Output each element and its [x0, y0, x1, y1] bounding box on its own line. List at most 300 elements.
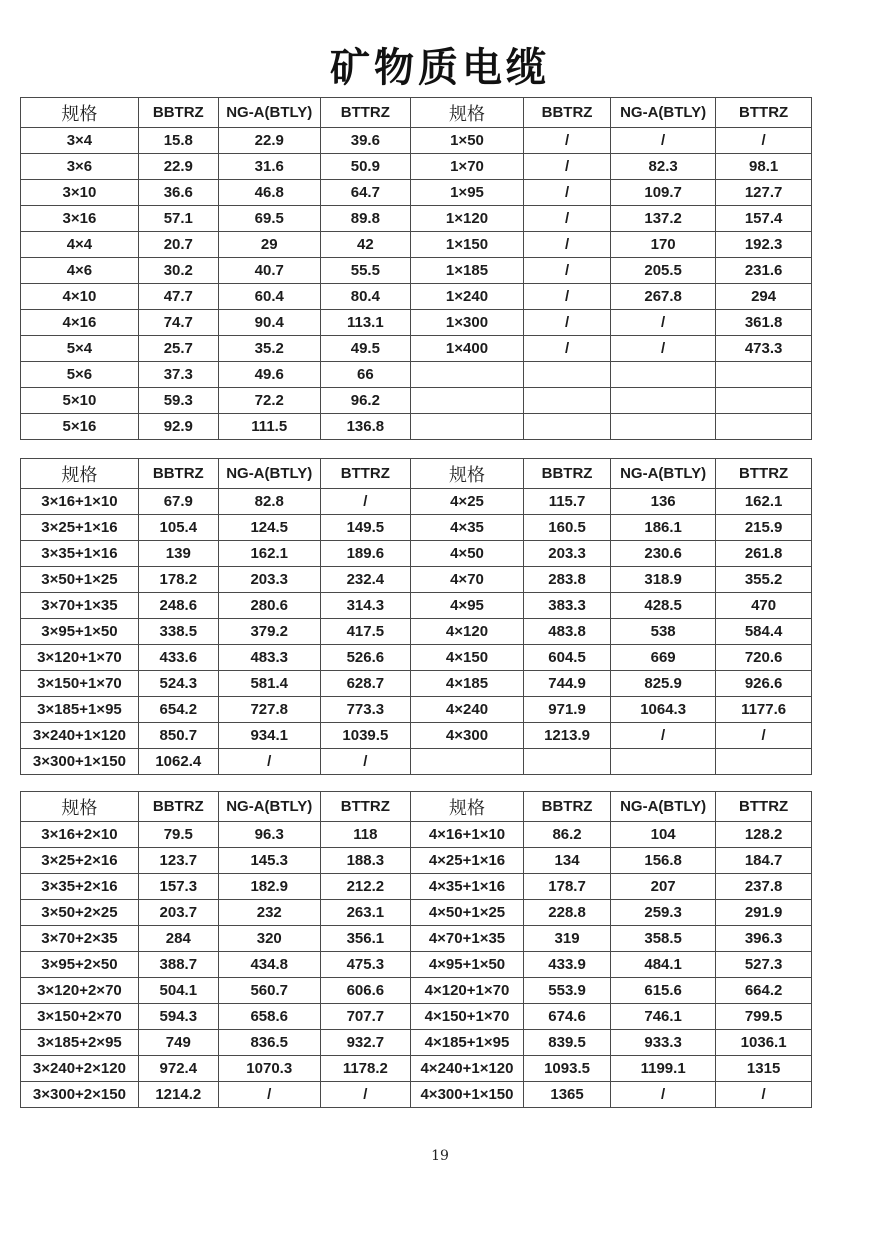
- value-cell: 162.1: [716, 489, 812, 515]
- spec-cell: 3×300+2×150: [21, 1082, 139, 1108]
- column-header: NG-A(BTLY): [218, 98, 320, 128]
- value-cell: 98.1: [716, 154, 812, 180]
- spec-cell: 4×50+1×25: [410, 900, 523, 926]
- value-cell: 237.8: [716, 874, 812, 900]
- column-header: NG-A(BTLY): [611, 459, 716, 489]
- value-cell: 654.2: [138, 697, 218, 723]
- value-cell: 228.8: [524, 900, 611, 926]
- value-cell: 1062.4: [138, 749, 218, 775]
- value-cell: /: [524, 180, 611, 206]
- spec-cell: 3×150+2×70: [21, 1004, 139, 1030]
- value-cell: 553.9: [524, 978, 611, 1004]
- column-header: 规格: [21, 792, 139, 822]
- column-header: BBTRZ: [524, 792, 611, 822]
- spec-cell: 4×185: [410, 671, 523, 697]
- value-cell: 707.7: [320, 1004, 410, 1030]
- value-cell: 36.6: [138, 180, 218, 206]
- spec-cell: 4×95+1×50: [410, 952, 523, 978]
- column-header: BTTRZ: [716, 98, 812, 128]
- column-header: BBTRZ: [138, 459, 218, 489]
- value-cell: 160.5: [524, 515, 611, 541]
- table-row: [21, 154, 812, 180]
- spec-cell: [410, 749, 523, 775]
- table-row: [21, 180, 812, 206]
- column-header: BBTRZ: [138, 98, 218, 128]
- value-cell: 136: [611, 489, 716, 515]
- value-cell: 113.1: [320, 310, 410, 336]
- table-row: [21, 848, 812, 874]
- spec-cell: 5×6: [21, 362, 139, 388]
- column-header: BTTRZ: [320, 459, 410, 489]
- spec-cell: 1×50: [410, 128, 523, 154]
- spec-cell: 3×240+2×120: [21, 1056, 139, 1082]
- table-row: [21, 645, 812, 671]
- value-cell: 182.9: [218, 874, 320, 900]
- value-cell: 584.4: [716, 619, 812, 645]
- value-cell: 1178.2: [320, 1056, 410, 1082]
- column-header: 规格: [410, 98, 523, 128]
- spec-cell: 3×35+1×16: [21, 541, 139, 567]
- value-cell: 1315: [716, 1056, 812, 1082]
- spec-cell: 3×10: [21, 180, 139, 206]
- value-cell: 836.5: [218, 1030, 320, 1056]
- value-cell: /: [524, 232, 611, 258]
- value-cell: 383.3: [524, 593, 611, 619]
- column-header: NG-A(BTLY): [218, 792, 320, 822]
- value-cell: 49.6: [218, 362, 320, 388]
- value-cell: 1214.2: [138, 1082, 218, 1108]
- value-cell: 184.7: [716, 848, 812, 874]
- page-number: 19: [431, 1148, 449, 1164]
- table-row: [21, 900, 812, 926]
- spec-cell: 5×4: [21, 336, 139, 362]
- value-cell: /: [524, 336, 611, 362]
- value-cell: [524, 388, 611, 414]
- value-cell: [716, 362, 812, 388]
- value-cell: 524.3: [138, 671, 218, 697]
- value-cell: 232.4: [320, 567, 410, 593]
- value-cell: 50.9: [320, 154, 410, 180]
- value-cell: 15.8: [138, 128, 218, 154]
- spec-cell: 3×35+2×16: [21, 874, 139, 900]
- value-cell: 283.8: [524, 567, 611, 593]
- column-header: BBTRZ: [138, 792, 218, 822]
- value-cell: /: [524, 258, 611, 284]
- value-cell: 527.3: [716, 952, 812, 978]
- value-cell: 1365: [524, 1082, 611, 1108]
- value-cell: 434.8: [218, 952, 320, 978]
- spec-cell: 3×300+1×150: [21, 749, 139, 775]
- value-cell: 933.3: [611, 1030, 716, 1056]
- table-row: [21, 671, 812, 697]
- value-cell: 314.3: [320, 593, 410, 619]
- value-cell: 67.9: [138, 489, 218, 515]
- value-cell: 40.7: [218, 258, 320, 284]
- value-cell: /: [218, 1082, 320, 1108]
- value-cell: 139: [138, 541, 218, 567]
- value-cell: 379.2: [218, 619, 320, 645]
- table-row: [21, 414, 812, 440]
- spec-cell: 1×120: [410, 206, 523, 232]
- value-cell: 128.2: [716, 822, 812, 848]
- value-cell: 504.1: [138, 978, 218, 1004]
- value-cell: 356.1: [320, 926, 410, 952]
- column-header: BTTRZ: [320, 98, 410, 128]
- value-cell: 1036.1: [716, 1030, 812, 1056]
- value-cell: 145.3: [218, 848, 320, 874]
- value-cell: 89.8: [320, 206, 410, 232]
- table-row: [21, 258, 812, 284]
- spec-cell: 4×120+1×70: [410, 978, 523, 1004]
- value-cell: 118: [320, 822, 410, 848]
- value-cell: 69.5: [218, 206, 320, 232]
- spec-cell: 4×25+1×16: [410, 848, 523, 874]
- value-cell: 46.8: [218, 180, 320, 206]
- value-cell: 388.7: [138, 952, 218, 978]
- table-row: [21, 388, 812, 414]
- value-cell: [716, 749, 812, 775]
- value-cell: 39.6: [320, 128, 410, 154]
- value-cell: 104: [611, 822, 716, 848]
- table-row: [21, 749, 812, 775]
- value-cell: 212.2: [320, 874, 410, 900]
- value-cell: 55.5: [320, 258, 410, 284]
- value-cell: 1213.9: [524, 723, 611, 749]
- value-cell: 483.3: [218, 645, 320, 671]
- value-cell: 744.9: [524, 671, 611, 697]
- value-cell: 86.2: [524, 822, 611, 848]
- column-header: 规格: [21, 459, 139, 489]
- value-cell: 338.5: [138, 619, 218, 645]
- value-cell: 178.7: [524, 874, 611, 900]
- value-cell: 207: [611, 874, 716, 900]
- value-cell: 971.9: [524, 697, 611, 723]
- value-cell: 47.7: [138, 284, 218, 310]
- value-cell: 189.6: [320, 541, 410, 567]
- value-cell: 92.9: [138, 414, 218, 440]
- value-cell: 124.5: [218, 515, 320, 541]
- spec-cell: 3×16: [21, 206, 139, 232]
- value-cell: 615.6: [611, 978, 716, 1004]
- spec-cell: 4×4: [21, 232, 139, 258]
- value-cell: 170: [611, 232, 716, 258]
- column-header: BTTRZ: [716, 459, 812, 489]
- value-cell: 417.5: [320, 619, 410, 645]
- spec-cell: 3×95+2×50: [21, 952, 139, 978]
- spec-cell: 4×150+1×70: [410, 1004, 523, 1030]
- value-cell: 319: [524, 926, 611, 952]
- value-cell: 746.1: [611, 1004, 716, 1030]
- value-cell: 74.7: [138, 310, 218, 336]
- column-header: NG-A(BTLY): [611, 98, 716, 128]
- cable-spec-table-2: [20, 458, 812, 775]
- value-cell: /: [524, 310, 611, 336]
- value-cell: [611, 749, 716, 775]
- value-cell: 1070.3: [218, 1056, 320, 1082]
- value-cell: 22.9: [218, 128, 320, 154]
- spec-cell: [410, 388, 523, 414]
- column-header: 规格: [410, 792, 523, 822]
- value-cell: 157.3: [138, 874, 218, 900]
- value-cell: 66: [320, 362, 410, 388]
- value-cell: 111.5: [218, 414, 320, 440]
- value-cell: [716, 388, 812, 414]
- value-cell: 470: [716, 593, 812, 619]
- value-cell: 1177.6: [716, 697, 812, 723]
- value-cell: /: [611, 1082, 716, 1108]
- value-cell: 284: [138, 926, 218, 952]
- value-cell: 358.5: [611, 926, 716, 952]
- table-row: [21, 926, 812, 952]
- value-cell: 320: [218, 926, 320, 952]
- column-header: 规格: [21, 98, 139, 128]
- table-row: [21, 978, 812, 1004]
- value-cell: 57.1: [138, 206, 218, 232]
- value-cell: 526.6: [320, 645, 410, 671]
- value-cell: 473.3: [716, 336, 812, 362]
- value-cell: /: [320, 749, 410, 775]
- value-cell: 136.8: [320, 414, 410, 440]
- value-cell: 484.1: [611, 952, 716, 978]
- value-cell: [716, 414, 812, 440]
- spec-cell: 4×300: [410, 723, 523, 749]
- spec-cell: 4×50: [410, 541, 523, 567]
- spec-cell: 3×120+2×70: [21, 978, 139, 1004]
- value-cell: 261.8: [716, 541, 812, 567]
- value-cell: 29: [218, 232, 320, 258]
- value-cell: /: [524, 154, 611, 180]
- table-row: [21, 310, 812, 336]
- spec-cell: 4×35+1×16: [410, 874, 523, 900]
- spec-cell: 3×70+2×35: [21, 926, 139, 952]
- value-cell: 127.7: [716, 180, 812, 206]
- value-cell: 428.5: [611, 593, 716, 619]
- value-cell: 157.4: [716, 206, 812, 232]
- spec-cell: 3×50+2×25: [21, 900, 139, 926]
- value-cell: /: [611, 723, 716, 749]
- value-cell: /: [524, 128, 611, 154]
- value-cell: 31.6: [218, 154, 320, 180]
- value-cell: 96.3: [218, 822, 320, 848]
- value-cell: /: [524, 206, 611, 232]
- table-row: [21, 1004, 812, 1030]
- spec-cell: 1×150: [410, 232, 523, 258]
- value-cell: 263.1: [320, 900, 410, 926]
- value-cell: 1064.3: [611, 697, 716, 723]
- value-cell: 203.7: [138, 900, 218, 926]
- spec-cell: 4×70: [410, 567, 523, 593]
- value-cell: 215.9: [716, 515, 812, 541]
- value-cell: 628.7: [320, 671, 410, 697]
- value-cell: /: [716, 723, 812, 749]
- value-cell: /: [611, 336, 716, 362]
- value-cell: 178.2: [138, 567, 218, 593]
- spec-cell: 3×70+1×35: [21, 593, 139, 619]
- value-cell: 396.3: [716, 926, 812, 952]
- value-cell: 137.2: [611, 206, 716, 232]
- header-row: [21, 459, 812, 489]
- value-cell: [524, 362, 611, 388]
- value-cell: /: [218, 749, 320, 775]
- table-row: [21, 336, 812, 362]
- value-cell: 1199.1: [611, 1056, 716, 1082]
- table-row: [21, 1082, 812, 1108]
- value-cell: 186.1: [611, 515, 716, 541]
- spec-cell: 4×16+1×10: [410, 822, 523, 848]
- value-cell: 475.3: [320, 952, 410, 978]
- spec-cell: 1×240: [410, 284, 523, 310]
- spec-cell: 1×70: [410, 154, 523, 180]
- spec-cell: 1×400: [410, 336, 523, 362]
- column-header: BTTRZ: [716, 792, 812, 822]
- spec-cell: [410, 414, 523, 440]
- value-cell: 318.9: [611, 567, 716, 593]
- cable-spec-table-1: [20, 97, 812, 440]
- value-cell: 162.1: [218, 541, 320, 567]
- value-cell: /: [524, 284, 611, 310]
- value-cell: 749: [138, 1030, 218, 1056]
- table-row: [21, 619, 812, 645]
- spec-cell: 4×185+1×95: [410, 1030, 523, 1056]
- value-cell: 664.2: [716, 978, 812, 1004]
- spec-cell: 3×240+1×120: [21, 723, 139, 749]
- value-cell: 188.3: [320, 848, 410, 874]
- value-cell: 1039.5: [320, 723, 410, 749]
- table-row: [21, 284, 812, 310]
- value-cell: 203.3: [524, 541, 611, 567]
- spec-cell: 3×6: [21, 154, 139, 180]
- table-row: [21, 1030, 812, 1056]
- value-cell: 1093.5: [524, 1056, 611, 1082]
- spec-cell: 4×150: [410, 645, 523, 671]
- value-cell: 105.4: [138, 515, 218, 541]
- spec-cell: 4×240+1×120: [410, 1056, 523, 1082]
- value-cell: 727.8: [218, 697, 320, 723]
- spec-cell: 1×95: [410, 180, 523, 206]
- spec-cell: 1×185: [410, 258, 523, 284]
- value-cell: 280.6: [218, 593, 320, 619]
- value-cell: 581.4: [218, 671, 320, 697]
- value-cell: 60.4: [218, 284, 320, 310]
- value-cell: 604.5: [524, 645, 611, 671]
- value-cell: 674.6: [524, 1004, 611, 1030]
- table-row: [21, 541, 812, 567]
- value-cell: 433.9: [524, 952, 611, 978]
- spec-cell: 4×95: [410, 593, 523, 619]
- value-cell: 80.4: [320, 284, 410, 310]
- spec-cell: 3×150+1×70: [21, 671, 139, 697]
- spec-cell: 4×120: [410, 619, 523, 645]
- value-cell: 25.7: [138, 336, 218, 362]
- table-row: [21, 567, 812, 593]
- spec-cell: 5×16: [21, 414, 139, 440]
- table-row: [21, 874, 812, 900]
- value-cell: /: [611, 310, 716, 336]
- table-row: [21, 489, 812, 515]
- value-cell: 192.3: [716, 232, 812, 258]
- value-cell: 839.5: [524, 1030, 611, 1056]
- spec-cell: 3×25+1×16: [21, 515, 139, 541]
- value-cell: 538: [611, 619, 716, 645]
- spec-cell: 3×4: [21, 128, 139, 154]
- value-cell: 259.3: [611, 900, 716, 926]
- value-cell: [524, 414, 611, 440]
- value-cell: 594.3: [138, 1004, 218, 1030]
- spec-cell: 3×185+2×95: [21, 1030, 139, 1056]
- value-cell: 49.5: [320, 336, 410, 362]
- spec-cell: 4×16: [21, 310, 139, 336]
- value-cell: /: [320, 1082, 410, 1108]
- table-row: [21, 952, 812, 978]
- spec-cell: 1×300: [410, 310, 523, 336]
- spec-cell: 5×10: [21, 388, 139, 414]
- spec-cell: 4×6: [21, 258, 139, 284]
- table-row: [21, 362, 812, 388]
- spec-cell: 4×35: [410, 515, 523, 541]
- value-cell: /: [716, 1082, 812, 1108]
- value-cell: 972.4: [138, 1056, 218, 1082]
- value-cell: 231.6: [716, 258, 812, 284]
- table-row: [21, 1056, 812, 1082]
- spec-cell: [410, 362, 523, 388]
- value-cell: 35.2: [218, 336, 320, 362]
- value-cell: 932.7: [320, 1030, 410, 1056]
- spec-cell: 4×10: [21, 284, 139, 310]
- value-cell: 20.7: [138, 232, 218, 258]
- cable-spec-table-3: [20, 791, 812, 1108]
- value-cell: 203.3: [218, 567, 320, 593]
- spec-cell: 4×25: [410, 489, 523, 515]
- value-cell: 433.6: [138, 645, 218, 671]
- value-cell: 37.3: [138, 362, 218, 388]
- column-header: BBTRZ: [524, 459, 611, 489]
- value-cell: 22.9: [138, 154, 218, 180]
- value-cell: 720.6: [716, 645, 812, 671]
- value-cell: 64.7: [320, 180, 410, 206]
- value-cell: [524, 749, 611, 775]
- spec-cell: 3×25+2×16: [21, 848, 139, 874]
- header-row: [21, 98, 812, 128]
- value-cell: 361.8: [716, 310, 812, 336]
- table-row: [21, 697, 812, 723]
- value-cell: 82.8: [218, 489, 320, 515]
- value-cell: [611, 362, 716, 388]
- value-cell: 156.8: [611, 848, 716, 874]
- value-cell: 773.3: [320, 697, 410, 723]
- value-cell: 606.6: [320, 978, 410, 1004]
- value-cell: [611, 414, 716, 440]
- value-cell: 926.6: [716, 671, 812, 697]
- value-cell: 658.6: [218, 1004, 320, 1030]
- table-row: [21, 128, 812, 154]
- table-row: [21, 723, 812, 749]
- value-cell: 294: [716, 284, 812, 310]
- value-cell: 934.1: [218, 723, 320, 749]
- spec-cell: 4×70+1×35: [410, 926, 523, 952]
- value-cell: 230.6: [611, 541, 716, 567]
- spec-cell: 3×16+2×10: [21, 822, 139, 848]
- spec-cell: 3×50+1×25: [21, 567, 139, 593]
- value-cell: 115.7: [524, 489, 611, 515]
- value-cell: 123.7: [138, 848, 218, 874]
- value-cell: 232: [218, 900, 320, 926]
- value-cell: [611, 388, 716, 414]
- column-header: BTTRZ: [320, 792, 410, 822]
- value-cell: 248.6: [138, 593, 218, 619]
- table-row: [21, 206, 812, 232]
- spec-cell: 3×185+1×95: [21, 697, 139, 723]
- value-cell: 96.2: [320, 388, 410, 414]
